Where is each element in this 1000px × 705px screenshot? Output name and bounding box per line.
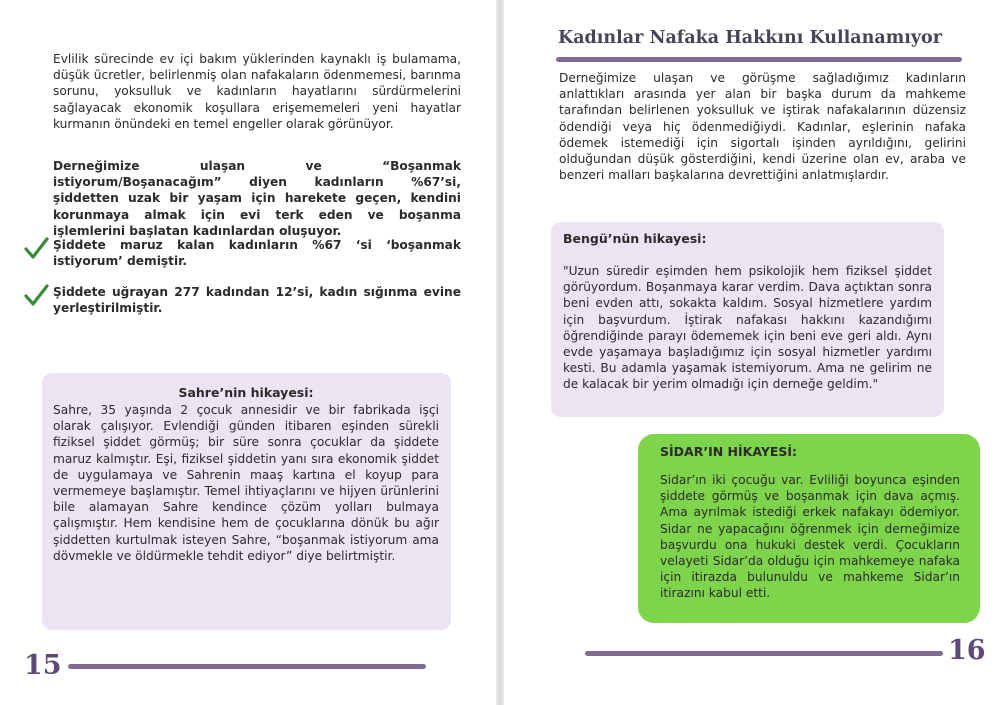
- story-title: SİDAR’IN HİKAYESİ:: [660, 444, 798, 459]
- page-number: 15: [24, 650, 62, 681]
- story-title: Sahre’nin hikayesi:: [178, 385, 314, 400]
- checklist-item: Şiddete maruz kalan kadınların %67 ‘si ‘boşanmak istiyorum’ demiştir.: [53, 238, 461, 269]
- book-gutter: [496, 0, 504, 705]
- intro-paragraph: Derneğimize ulaşan ve görüşme sağladığımız kadınların anlattıkları arasında yer alan bir başka durum da mahkeme tarafından belirlenen yoksulluk ve iştirak nafakalarının düzensiz ödendiği veya hiç ödenmediğiydi. Kadınlar, eşlerinin nafaka ödemek istemediği için sigortalı işinden ayrıldığını, gelirini olduğundan düşük gösterdiğini, kendi üzerine olan ev, araba ve benzeri malları başkalarına devrettiğini anlatmışlardır.: [559, 71, 966, 183]
- story-text: Sidar’ın iki çocuğu var. Evliliği boyunca eşinden şiddete görmüş ve boşanmak için dava açmış. Ama ayrılmak istediği erkek nafakayı ödemiyor. Sidar ne yapacağını öğrenmek için derneğimize başvurdu ona hukuki destek verdi. Çocukların velayeti Sidar’da olduğu için mahkemeye nafaka için itirazda bulunuldu ve mahkeme Sidar’ın itirazını kabul etti.: [660, 473, 960, 601]
- heading-rule: [556, 57, 962, 62]
- intro-paragraph: Evlilik sürecinde ev içi bakım yüklerinden kaynaklı iş bulamama, düşük ücretler, belirlenmiş olan nafakaların ödenmemesi, barınma sorunu, yoksulluk ve kadınların hayatlarını sürdürmelerini sağlayacak ekonomik koşullara erişememeleri yeni hayatlar kurmanın önündeki en temel engeller olarak görünüyor.: [53, 52, 461, 131]
- section-heading: Kadınlar Nafaka Hakkını Kullanamıyor: [558, 28, 942, 48]
- bengu-story-box: [551, 222, 944, 417]
- left-page: [0, 0, 496, 705]
- story-text: Sahre, 35 yaşında 2 çocuk annesidir ve bir fabrikada işçi olarak çalışıyor. Evlendiği günden itibaren eşinden sürekli fiziksel şiddet görmüş; bir süre sonra çocuklar da şiddete maruz kalmıştır. Eşi, fiziksel şiddetin yanı sıra ekonomik şiddet de uygulamaya ve Sahrenin maaş kartına el koyup para vermemeye başlamıştır. Temel ihtiyaçlarını ve hijyen ürünlerini bile alamayan Sahre kendince çözüm yolları bulmaya çalışmıştır. Hem kendisine hem de çocuklarına dönük bu ağır şiddetten kurtulmak isteyen Sahre, “boşanmak istiyorum ama dövmekle ve öldürmekle tehdit ediyor” diye belirtmiştir.: [53, 403, 439, 563]
- highlight-paragraph: Derneğimize ulaşan ve “Boşanmak istiyorum/Boşanacağım” diyen kadınların %67’si, şiddetten uzak bir yaşam için harekete geçen, kendini korunmaya almak için evi terk eden ve boşanma işlemlerini başlatan kadınlardan oluşuyor.: [53, 159, 461, 238]
- sidar-story-box: [638, 434, 980, 623]
- story-title: Bengü’nün hikayesi:: [563, 231, 707, 246]
- checkmark-icon: [23, 283, 49, 307]
- right-page: [504, 0, 1000, 705]
- page-rule: [585, 651, 943, 656]
- checklist-item: Şiddete uğrayan 277 kadından 12’si, kadın sığınma evine yerleştirilmiştir.: [53, 285, 461, 316]
- sahre-story-box: [42, 373, 451, 630]
- page-number: 16: [948, 635, 986, 666]
- story-text: "Uzun süredir eşimden hem psikolojik hem fiziksel şiddet görüyordum. Boşanmaya karar verdim. Dava açtıktan sonra beni evden attı, sokakta kaldım. Sosyal hizmetlere yardım için başvurdum. İştirak nafakası hakkını kazandığımı öğrendiğinde parayı ödememek için beni eve geri aldı. Aynı evde yaşamaya başladığımız için sosyal hizmetler yardımı kesti. Bu adamla yaşamak istemiyorum. Ama ne gelirim ne de kalacak bir yerim olmadığı için derneğe geldim.": [563, 264, 932, 392]
- checkmark-icon: [23, 236, 49, 260]
- page-rule: [68, 664, 426, 669]
